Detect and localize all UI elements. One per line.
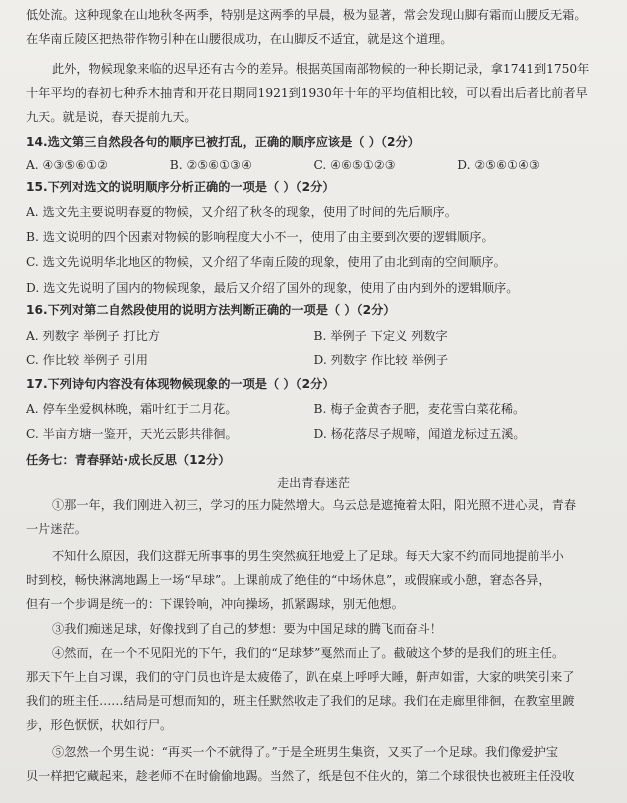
question-17-row-1 xyxy=(26,402,601,417)
essay-p4-line-3: 我们的班主任……结局是可想而知的，班主任默然收走了我们的足球。我们在走廊里徘徊，在教室里踱 xyxy=(26,694,575,708)
essay-p5-line-1: ⑤忽然一个男生说：“再买一个不就得了。”于是全班男生集资，又买了一个足球。我们像爱护宝 xyxy=(52,745,559,759)
task7-heading: 任务七：青春驿站·成长反思（12分） xyxy=(26,453,231,467)
option-c: C. 半亩方塘一鉴开，天光云影共徘徊。 xyxy=(26,427,238,441)
option-b: B. ②⑤⑥①③④ xyxy=(169,158,253,172)
essay-p3-line-1: ③我们痴迷足球，好像找到了自己的梦想：要为中国足球的腾飞而奋斗！ xyxy=(52,622,442,636)
question-17-stem: 17.下列诗句内容没有体现物候现象的一项是（ ）（2分） xyxy=(26,377,335,391)
option-b: B. 举例子 下定义 列数字 xyxy=(313,329,448,343)
option-d: D. ②⑤⑥①④③ xyxy=(457,158,540,172)
essay-p4-line-1: ④然而，在一个不见阳光的下午，我们的“足球梦”戛然而止了。截破这个梦的是我们的班主任。 xyxy=(52,646,565,660)
question-15-option-b: B. 选文说明的四个因素对物候的影响程度大小不一，使用了由主要到次要的逻辑顺序。 xyxy=(26,230,494,244)
option-d: D. 列数字 作比较 举例子 xyxy=(313,353,449,367)
option-c: C. 作比较 举例子 引用 xyxy=(26,353,148,367)
question-15-option-c: C. 选文先说明华北地区的物候，又介绍了华南丘陵的现象，使用了由北到南的空间顺序。 xyxy=(26,255,506,269)
option-d: D. 杨花落尽子规啼，闻道龙标过五溪。 xyxy=(313,427,526,441)
intro-line-1: 低处流。这种现象在山地秋冬两季，特别是这两季的早晨，极为显著，常会发现山脚有霜而山腰反无霜。 xyxy=(26,8,587,22)
option-c: C. ④⑥⑤①②③ xyxy=(313,158,396,172)
essay-p1-line-1: ①那一年，我们刚进入初三，学习的压力陡然增大。乌云总是遮掩着太阳，阳光照不进心灵，青春 xyxy=(52,498,577,512)
question-14-stem: 14.选文第三自然段各句的顺序已被打乱，正确的顺序应该是（ ）（2分） xyxy=(26,135,420,149)
question-15-option-a: A. 选文先主要说明春夏的物候，又介绍了秋冬的现象，使用了时间的先后顺序。 xyxy=(26,205,457,219)
intro-line-5: 九天。就是说，春天提前九天。 xyxy=(26,110,197,124)
essay-p2-line-1: 不知什么原因，我们这群无所事事的男生突然疯狂地爱上了足球。每天大家不约而同地提前半小 xyxy=(52,549,564,563)
intro-line-2: 在华南丘陵区把热带作物引种在山腰很成功，在山脚反不适宜，就是这个道理。 xyxy=(26,32,453,46)
question-15-option-d: D. 选文先说明了国内的物候现象，最后又介绍了国外的现象，使用了由内到外的逻辑顺序。 xyxy=(26,281,519,295)
essay-p2-line-3: 但有一个步调是统一的：下课铃响，冲向操场，抓紧踢球，别无他想。 xyxy=(26,597,404,611)
essay-title: 走出青春迷茫 xyxy=(276,476,351,490)
essay-p1-line-2: 一片迷茫。 xyxy=(26,522,87,536)
question-17-row-2 xyxy=(26,427,601,442)
intro-line-3: 此外，物候现象来临的迟早还有古今的差异。根据英国南部物候的一种长期记录，拿1741到1750年 xyxy=(52,62,590,76)
essay-p2-line-2: 时到校，畅快淋漓地踢上一场“早球”。上课前成了绝佳的“中场休息”，或假寐或小憩，窘态各异， xyxy=(26,573,551,587)
question-15-stem: 15.下列对选文的说明顺序分析正确的一项是（ ）（2分） xyxy=(26,180,335,194)
option-a: A. ④③⑤⑥①② xyxy=(26,158,109,172)
intro-line-4: 十年平均的春初七种乔木抽青和开花日期同1921到1930年十年的平均值相比较，可以看出后者比前者早 xyxy=(26,86,588,100)
option-b: B. 梅子金黄杏子肥，麦花雪白菜花稀。 xyxy=(313,402,526,416)
question-16-stem: 16.下列对第二自然段使用的说明方法判断正确的一项是（ ）（2分） xyxy=(26,303,396,317)
essay-p4-line-4: 步，形色恹恹，状如行尸。 xyxy=(26,718,173,732)
option-a: A. 停车坐爱枫林晚，霜叶红于二月花。 xyxy=(26,402,238,416)
question-16-row-2 xyxy=(26,353,601,368)
option-a: A. 列数字 举例子 打比方 xyxy=(26,329,160,343)
question-14-options xyxy=(26,158,601,173)
essay-p5-line-2: 贝一样把它藏起来，趁老师不在时偷偷地踢。当然了，纸是包不住火的，第二个球很快也被班主任没收 xyxy=(26,769,575,783)
question-16-row-1 xyxy=(26,329,601,344)
essay-p4-line-2: 那天下午上自习课，我们的守门员也许是太疲倦了，趴在桌上呼呼大睡，鼾声如雷，大家的哄笑引来了 xyxy=(26,670,575,684)
